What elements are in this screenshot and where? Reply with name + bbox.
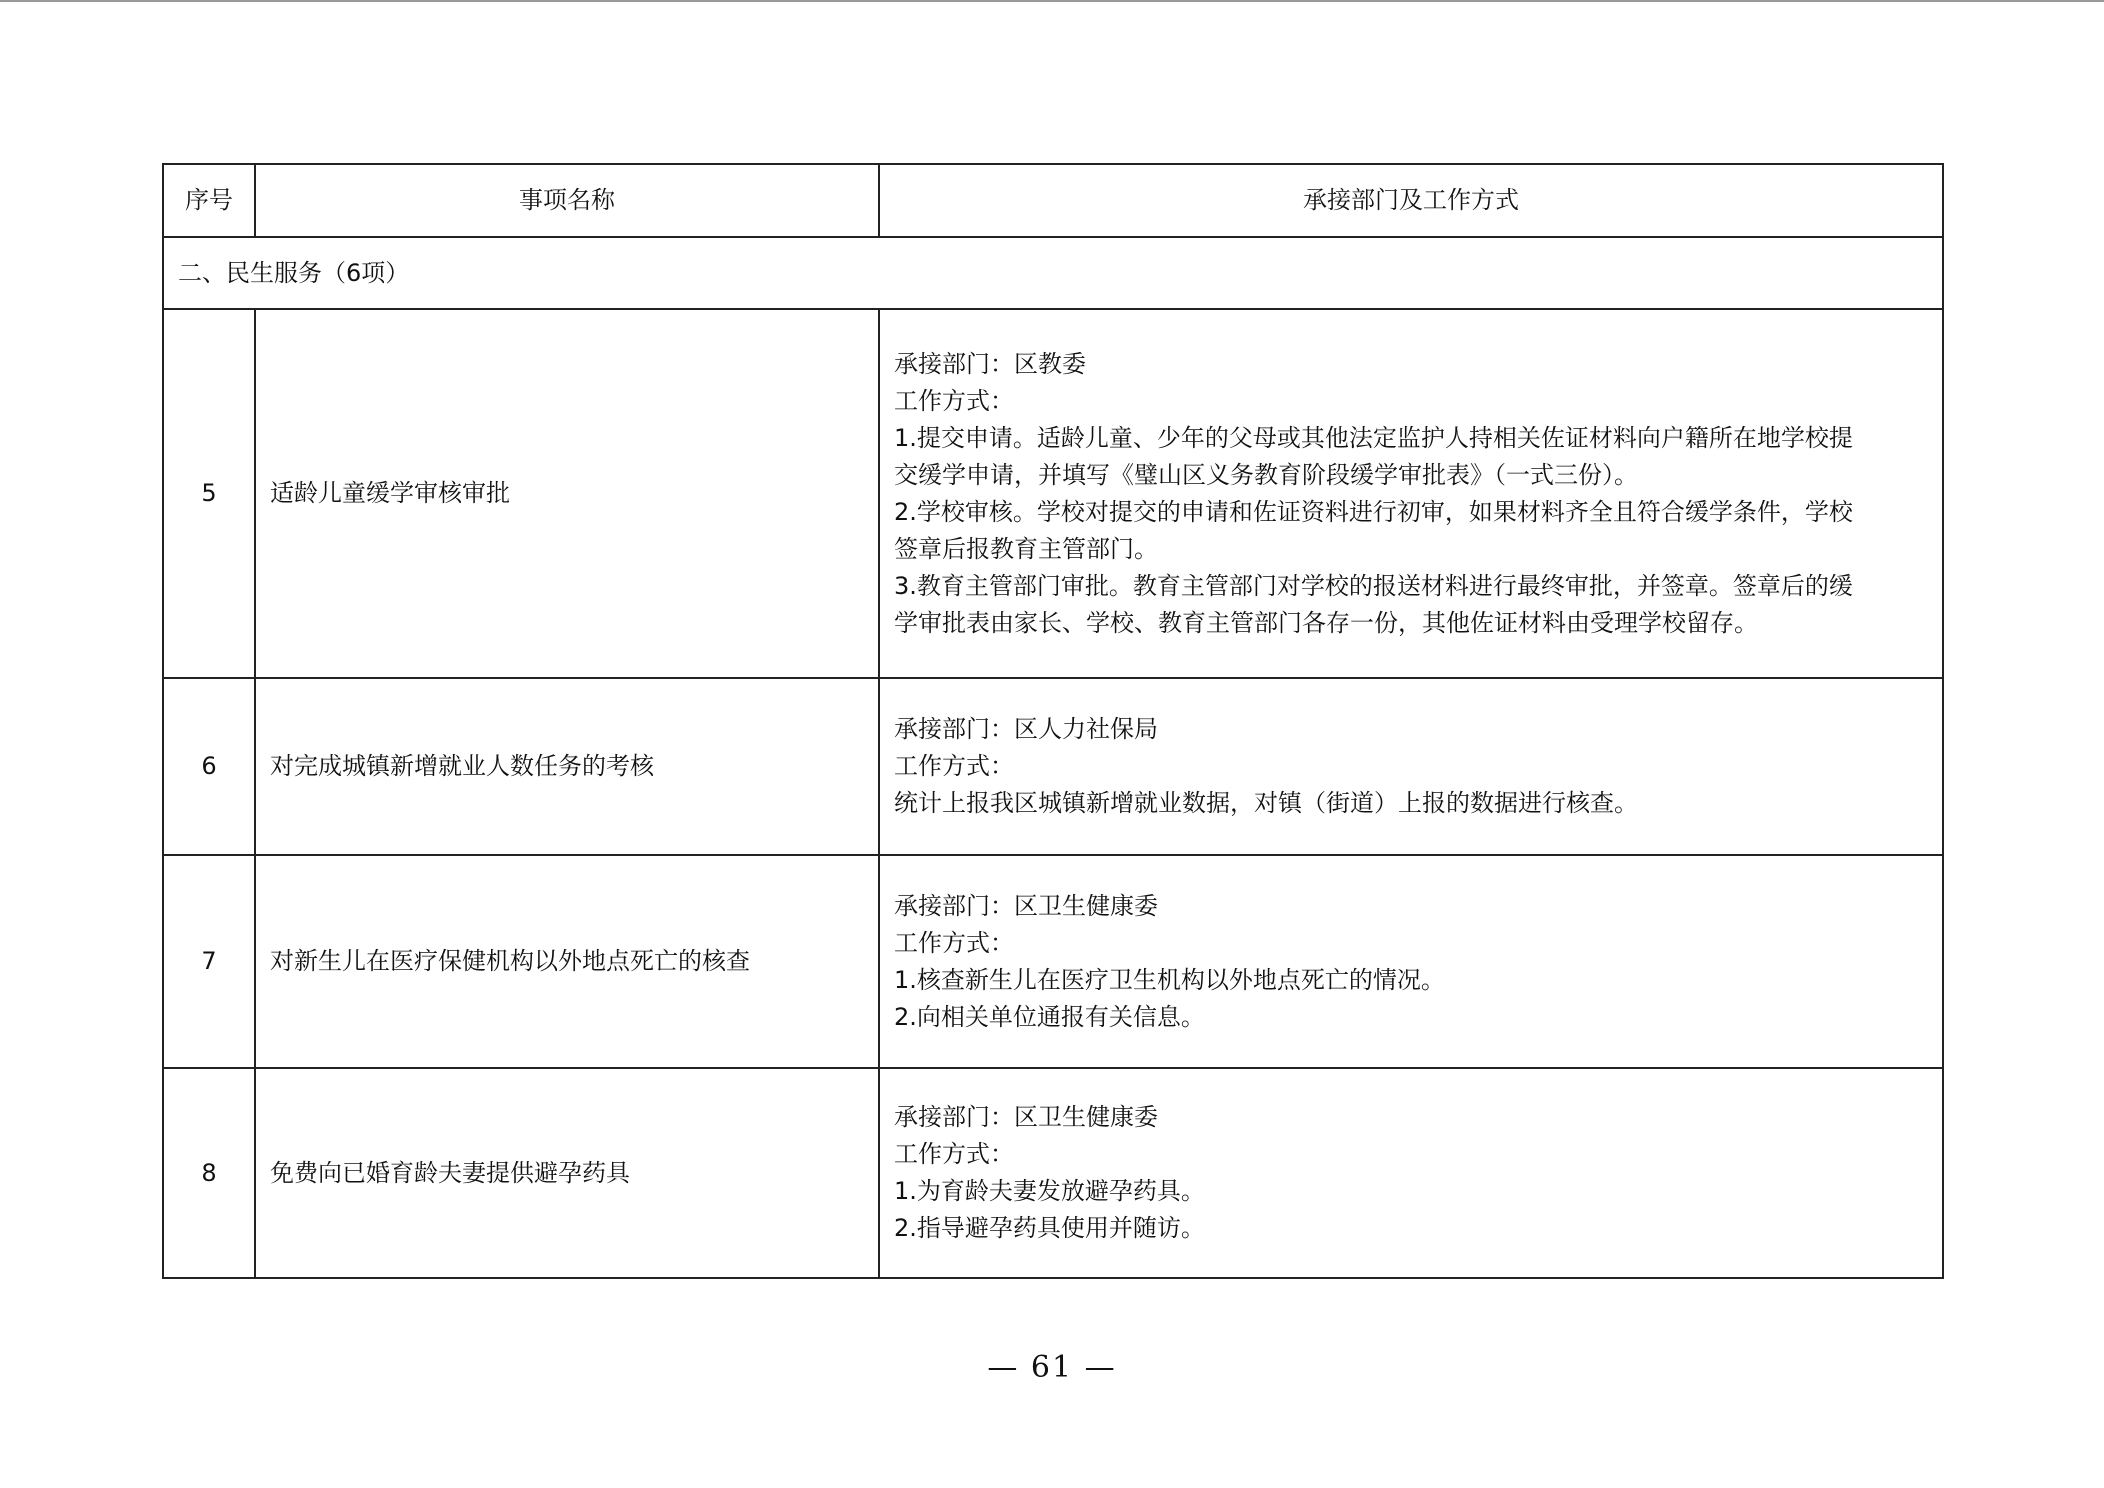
detail-line: 承接部门：区人力社保局 (894, 715, 1158, 743)
detail-line: 学审批表由家长、学校、教育主管部门各存一份，其他佐证材料由受理学校留存。 (894, 608, 1758, 637)
detail-line: 签章后报教育主管部门。 (894, 534, 1158, 563)
row-details (879, 309, 1943, 678)
items-table (162, 163, 1944, 1279)
row-serial: 5 (163, 309, 255, 678)
top-border-line (0, 0, 2104, 2)
detail-line: 2.指导避孕药具使用并随访。 (894, 1214, 1205, 1242)
detail-line: 1.提交申请。适龄儿童、少年的父母或其他法定监护人持相关佐证材料向户籍所在地学校提 (894, 423, 1853, 452)
detail-line: 交缓学申请，并填写《璧山区义务教育阶段缓学审批表》（一式三份）。 (894, 460, 1638, 489)
row-serial: 8 (163, 1068, 255, 1278)
detail-line: 承接部门：区卫生健康委 (894, 1103, 1158, 1131)
detail-line: 工作方式： (894, 752, 1014, 780)
row-item-name: 对完成城镇新增就业人数任务的考核 (255, 678, 879, 855)
detail-line: 1.核查新生儿在医疗卫生机构以外地点死亡的情况。 (894, 965, 1445, 994)
row-serial: 7 (163, 855, 255, 1068)
row-details (879, 1068, 1943, 1278)
header-item-name: 事项名称 (255, 164, 879, 237)
detail-line: 统计上报我区城镇新增就业数据，对镇（街道）上报的数据进行核查。 (894, 789, 1638, 817)
row-details (879, 678, 1943, 855)
row-item-name: 对新生儿在医疗保健机构以外地点死亡的核查 (255, 855, 879, 1068)
row-details (879, 855, 1943, 1068)
header-department-method: 承接部门及工作方式 (879, 164, 1943, 237)
header-serial: 序号 (163, 164, 255, 237)
detail-line: 2.向相关单位通报有关信息。 (894, 1002, 1205, 1031)
table-row (163, 309, 1943, 678)
table-row (163, 1068, 1943, 1278)
detail-line: 承接部门：区卫生健康委 (894, 891, 1158, 920)
detail-line: 承接部门：区教委 (894, 349, 1086, 378)
detail-line: 1.为育龄夫妻发放避孕药具。 (894, 1177, 1205, 1205)
row-item-name: 免费向已婚育龄夫妻提供避孕药具 (255, 1068, 879, 1278)
detail-line: 工作方式： (894, 928, 1014, 957)
detail-line: 2.学校审核。学校对提交的申请和佐证资料进行初审，如果材料齐全且符合缓学条件，学校 (894, 497, 1853, 526)
detail-line: 工作方式： (894, 386, 1014, 415)
page-number: — 61 — (987, 1350, 1117, 1385)
detail-line: 工作方式： (894, 1140, 1014, 1168)
row-serial: 6 (163, 678, 255, 855)
section-title: 二、民生服务（6项） (163, 237, 1943, 309)
section-row (163, 237, 1943, 309)
table-header-row (163, 164, 1943, 237)
detail-line: 3.教育主管部门审批。教育主管部门对学校的报送材料进行最终审批，并签章。签章后的缓 (894, 571, 1853, 600)
row-item-name: 适龄儿童缓学审核审批 (255, 309, 879, 678)
table-row (163, 678, 1943, 855)
table-row (163, 855, 1943, 1068)
